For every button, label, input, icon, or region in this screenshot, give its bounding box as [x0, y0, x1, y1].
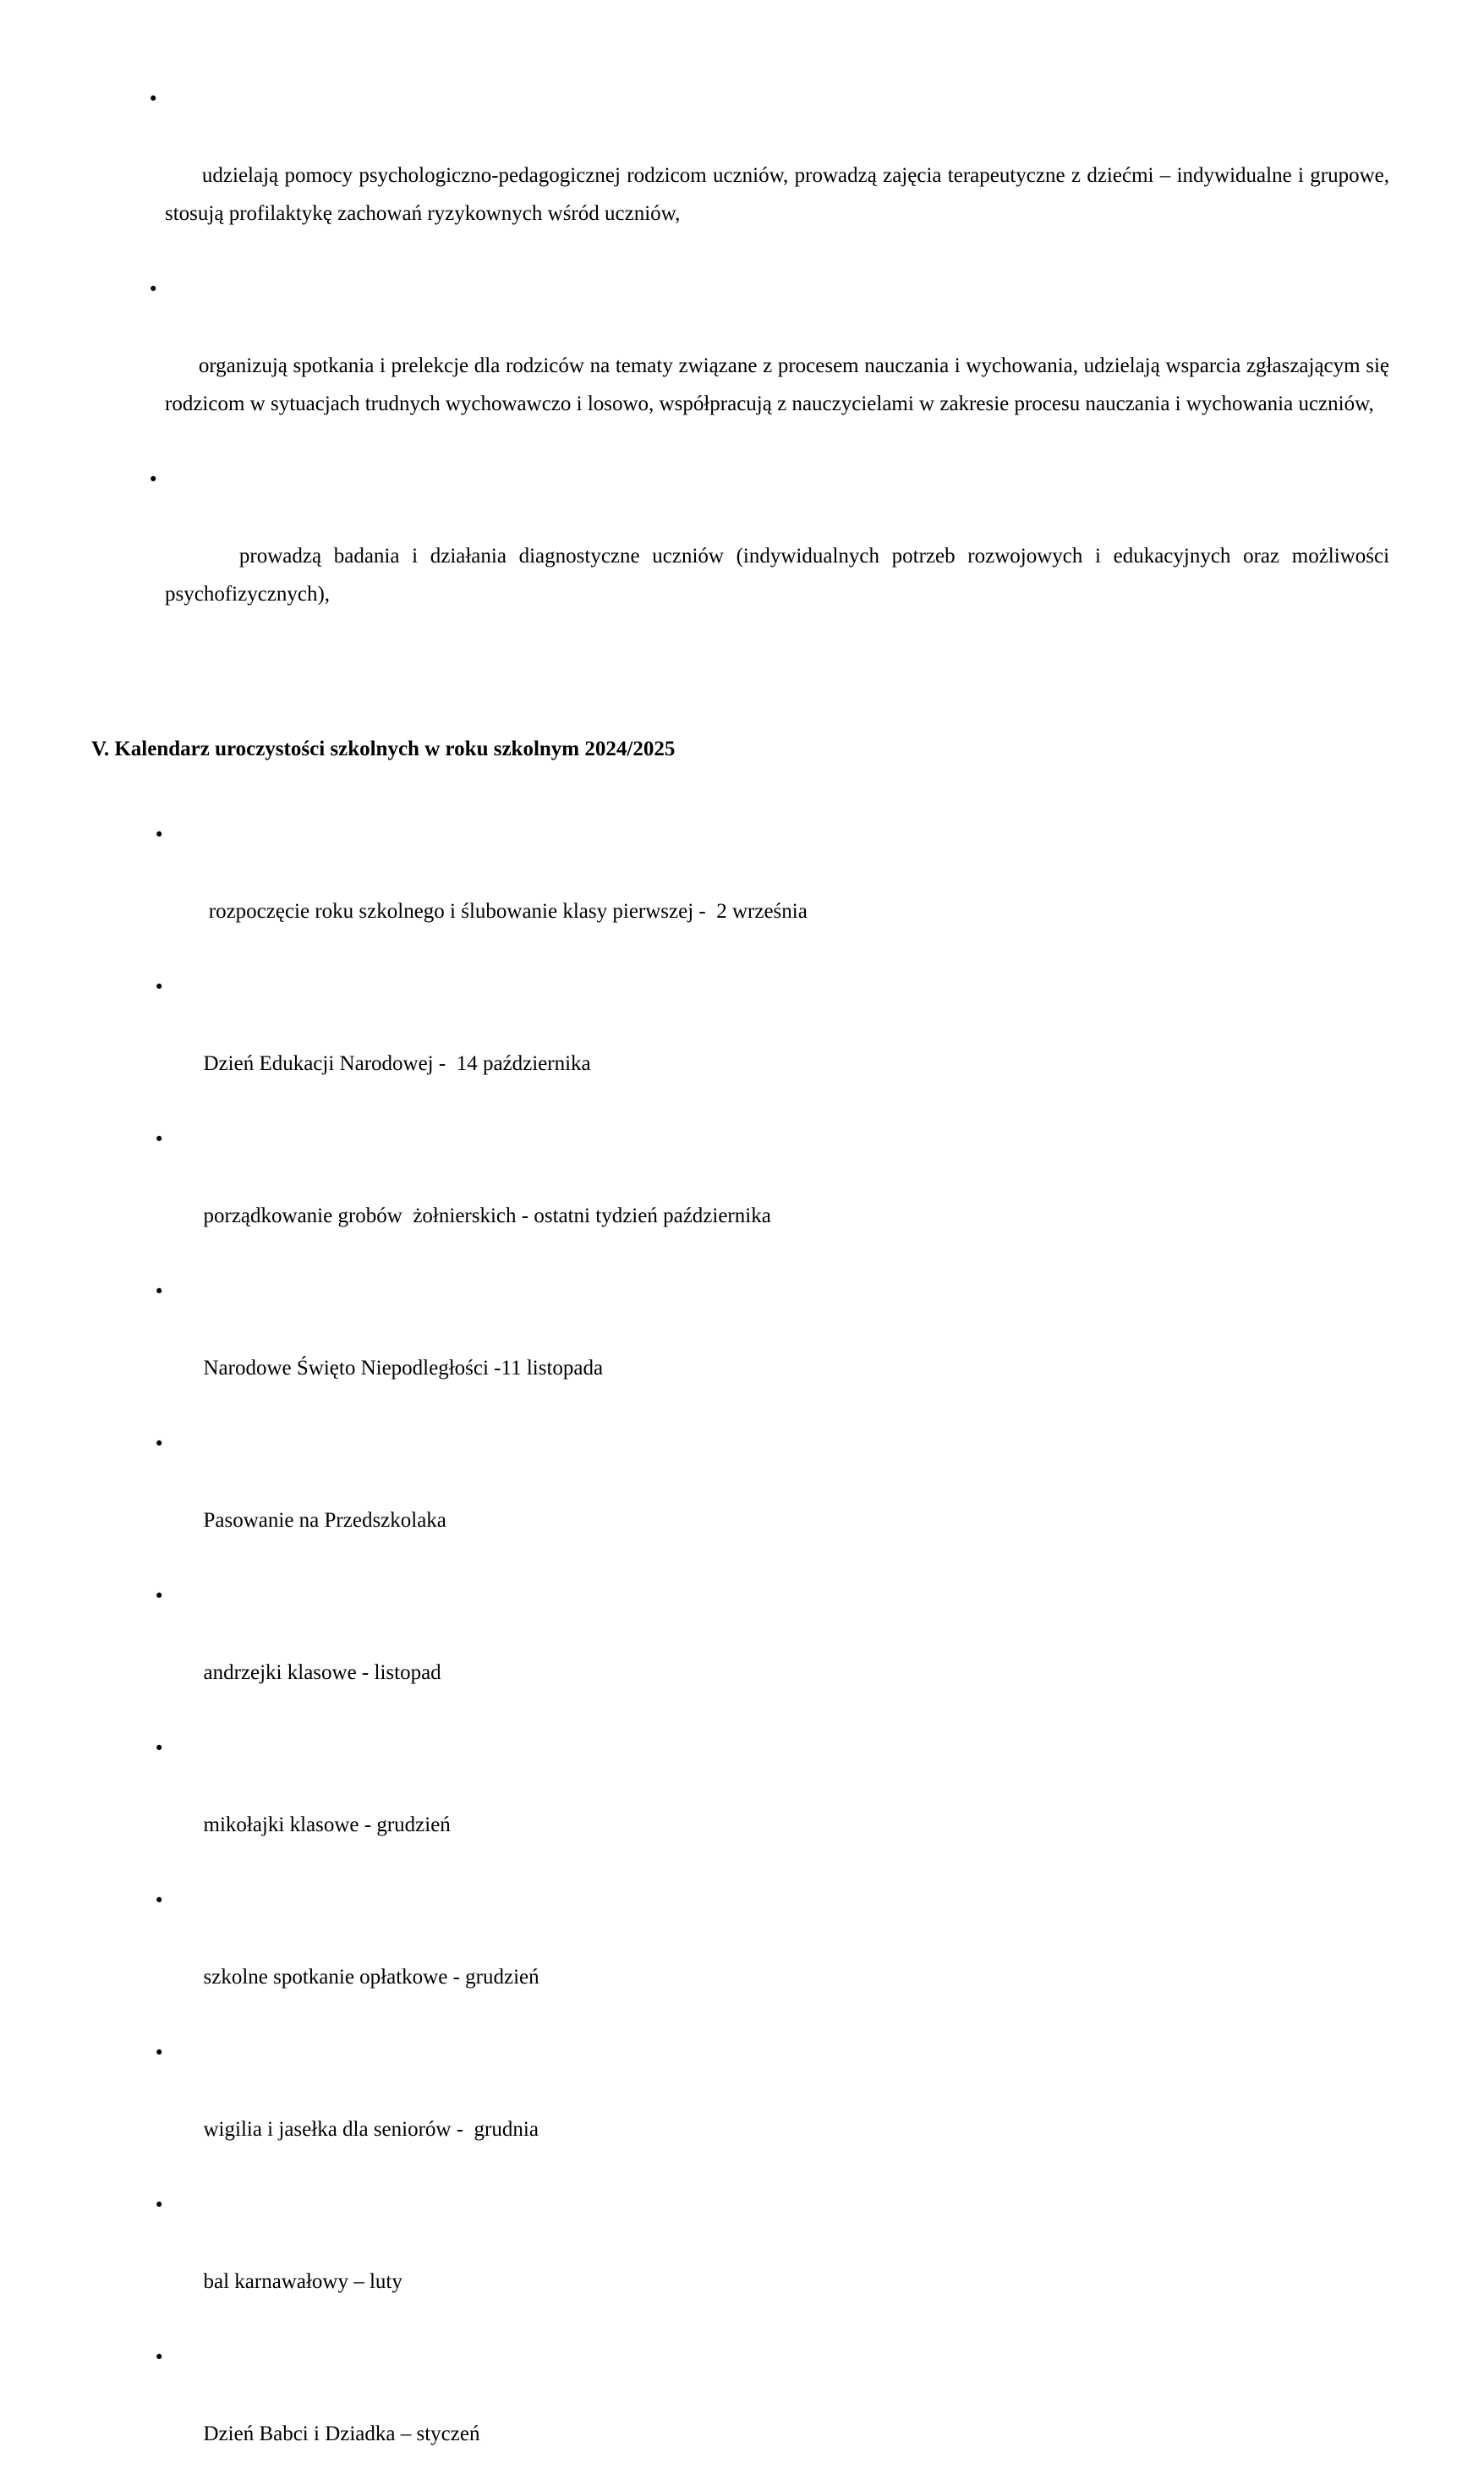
list-item-text: mikołajki klasowe - grudzień — [203, 1813, 451, 1836]
bullet-icon: • — [154, 2347, 165, 2368]
bullet-icon: • — [148, 279, 159, 299]
bullet-icon: • — [148, 89, 159, 109]
list-item-text: bal karnawałowy – luty — [203, 2270, 402, 2293]
list-item — [154, 1425, 1389, 1577]
bullet-icon: • — [154, 1738, 165, 1759]
bullet-icon: • — [154, 1890, 165, 1911]
list-item-text: organizują spotkania i prelekcje dla rodziców na tematy związane z procesem nauczania i wychowania, udzielają wsparcia zgłaszającym się rodzicom w sytuacjach trudnych wychowawczo i losowo, współpracują z nauczycielami w zakresie procesu nauczania i wychowania uczniów, — [165, 354, 1395, 415]
list-item-text: wigilia i jasełka dla seniorów - grudnia — [203, 2118, 539, 2141]
list-item — [154, 2186, 1389, 2339]
list-item — [154, 1577, 1389, 1730]
list-item-text: Dzień Edukacji Narodowej - 14 października — [203, 1052, 591, 1075]
bullet-icon: • — [154, 1586, 165, 1606]
bullet-icon: • — [148, 469, 159, 490]
list-item-text: Dzień Babci i Dziadka – styczeń — [203, 2422, 480, 2445]
list-item-text: prowadzą badania i działania diagnostyczne uczniów (indywidualnych potrzeb rozwojowych i edukacyjnych oraz możliwości psychofizycznych), — [165, 545, 1395, 606]
list-item — [148, 461, 1395, 651]
list-item-text: porządkowanie grobów żołnierskich - ostatni tydzień października — [203, 1204, 771, 1227]
list-item — [154, 1730, 1389, 1882]
bullet-icon: • — [154, 1129, 165, 1149]
calendar-bullet-list — [91, 816, 1389, 2491]
bullet-icon: • — [154, 977, 165, 997]
list-item-text: Pasowanie na Przedszkolaka — [203, 1509, 446, 1532]
list-item-text: Narodowe Święto Niepodległości -11 listopada — [203, 1357, 604, 1380]
list-item — [154, 816, 1389, 968]
list-item — [154, 2034, 1389, 2186]
bullet-icon: • — [154, 2043, 165, 2063]
list-item — [154, 1882, 1389, 2034]
list-item-text: rozpoczęcie roku szkolnego i ślubowanie klasy pierwszej - 2 września — [203, 900, 808, 923]
list-item — [154, 1273, 1389, 1425]
list-item — [148, 80, 1395, 271]
intro-bullet-list — [91, 80, 1395, 651]
section-heading: V. Kalendarz uroczystości szkolnych w roku szkolnym 2024/2025 — [91, 738, 676, 760]
bullet-icon: • — [154, 2195, 165, 2215]
bullet-icon: • — [154, 1281, 165, 1302]
list-item — [154, 2339, 1389, 2491]
list-item — [154, 968, 1389, 1121]
list-item-text: udzielają pomocy psychologiczno-pedagogicznej rodzicom uczniów, prowadzą zajęcia terapeutyczne z dziećmi – indywidualne i grupowe, stosują profilaktykę zachowań ryzykownych wśród uczniów, — [165, 164, 1395, 225]
list-item — [148, 271, 1395, 461]
bullet-icon: • — [154, 825, 165, 845]
list-item — [154, 1121, 1389, 1273]
bullet-icon: • — [154, 1434, 165, 1454]
list-item-text: szkolne spotkanie opłatkowe - grudzień — [203, 1966, 539, 1989]
list-item-text: andrzejki klasowe - listopad — [203, 1661, 441, 1684]
